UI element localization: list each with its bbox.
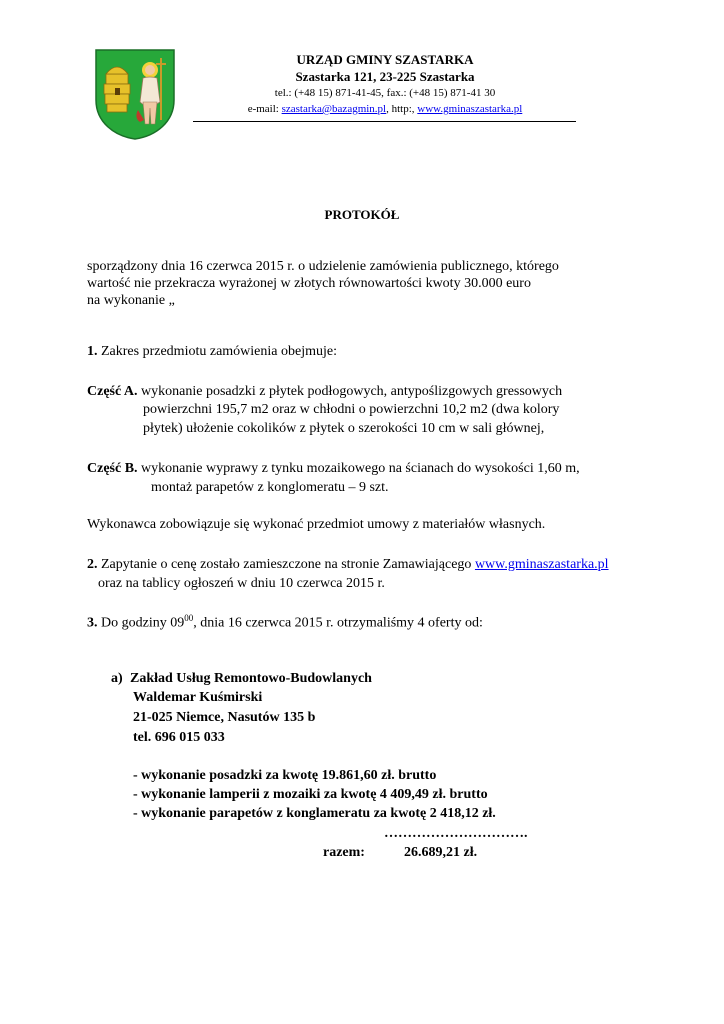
offer-a-owner: Waldemar Kuśmirski [133, 690, 263, 705]
section-2-number: 2. [87, 557, 98, 572]
intro-line-3: na wykonanie „ [87, 293, 175, 308]
offer-a-dots-separator: …………………………. [384, 826, 528, 841]
section-2-line-2: oraz na tablicy ogłoszeń w dniu 10 czerwca 2015 r. [98, 576, 385, 591]
part-a-line-1 [87, 384, 562, 400]
section-1 [87, 344, 337, 360]
offer-a-total-value: 26.689,21 zł. [404, 845, 478, 860]
section-3 [87, 613, 483, 632]
contractor-note: Wykonawca zobowiązuje się wykonać przedmiot umowy z materiałów własnych. [87, 517, 546, 532]
section-3-time-superscript: 00 [184, 613, 194, 623]
section-1-text: Zakres przedmiotu zamówienia obejmuje: [97, 344, 337, 359]
offer-a-address: 21-025 Niemce, Nasutów 135 b [133, 710, 316, 725]
part-a-line-3: płytek) ułożenie cokolików z płytek o szerokości 10 cm w sali głównej, [143, 421, 545, 436]
part-b-line-1 [87, 461, 580, 477]
section-1-number: 1. [87, 344, 98, 359]
office-address: Szastarka 121, 23-225 Szastarka [295, 69, 475, 84]
part-a-text-1: wykonanie posadzki z płytek podłogowych, antypoślizgowych gressowych [137, 384, 563, 399]
offer-a-company: Zakład Usług Remontowo-Budowlanych [130, 671, 372, 686]
coat-of-arms-logo [94, 48, 176, 140]
header-divider [193, 121, 576, 122]
http-prefix: , http:, [386, 103, 418, 115]
offer-a-marker: a) [111, 671, 123, 686]
offer-a-item-sills: - wykonanie parapetów z konglameratu za kwotę 2 418,12 zł. [133, 806, 496, 821]
section-2-text: Zapytanie o cenę zostało zamieszczone na stronie Zamawiającego [97, 557, 475, 572]
intro-line-2: wartość nie przekracza wyrażonej w złotych równowartości kwoty 30.000 euro [87, 276, 531, 291]
email-link[interactable]: szastarka@bazagmin.pl [281, 103, 387, 115]
office-name: URZĄD GMINY SZASTARKA [296, 52, 474, 67]
part-a-line-2: powierzchni 195,7 m2 oraz w chłodni o powierzchni 10,2 m2 (dwa kolory [143, 402, 560, 417]
offer-a-total-label: razem: [323, 845, 365, 860]
section-2-website-link[interactable]: www.gminaszastarka.pl [474, 557, 609, 572]
section-3-text-after: , dnia 16 czerwca 2015 r. otrzymaliśmy 4 oferty od: [193, 615, 483, 631]
offer-a-item-mosaic: - wykonanie lamperii z mozaiki za kwotę 4 409,49 zł. brutto [133, 787, 488, 802]
part-a-label: Część A. [87, 384, 138, 399]
website-link[interactable]: www.gminaszastarka.pl [417, 103, 523, 115]
part-b-label: Część B. [87, 461, 138, 476]
section-3-text-before: Do godziny 09 [97, 615, 185, 631]
offer-a-phone: tel. 696 015 033 [133, 730, 225, 745]
part-b-text-1: wykonanie wyprawy z tynku mozaikowego na ścianach do wysokości 1,60 m, [137, 461, 580, 476]
section-2-line-1 [87, 557, 609, 573]
intro-line-1: sporządzony dnia 16 czerwca 2015 r. o udzielenie zamówienia publicznego, którego [87, 259, 559, 274]
offer-a-item-floor: - wykonanie posadzki za kwotę 19.861,60 zł. brutto [133, 768, 437, 783]
email-prefix: e-mail: [247, 103, 282, 115]
document-title: PROTOKÓŁ [324, 207, 400, 222]
section-3-number: 3. [87, 615, 98, 631]
office-phone-fax: tel.: (+48 15) 871-41-45, fax.: (+48 15) 871-41 30 [274, 87, 496, 99]
office-contact-line [200, 103, 570, 115]
part-b-line-2: montaż parapetów z konglomeratu – 9 szt. [151, 480, 389, 495]
